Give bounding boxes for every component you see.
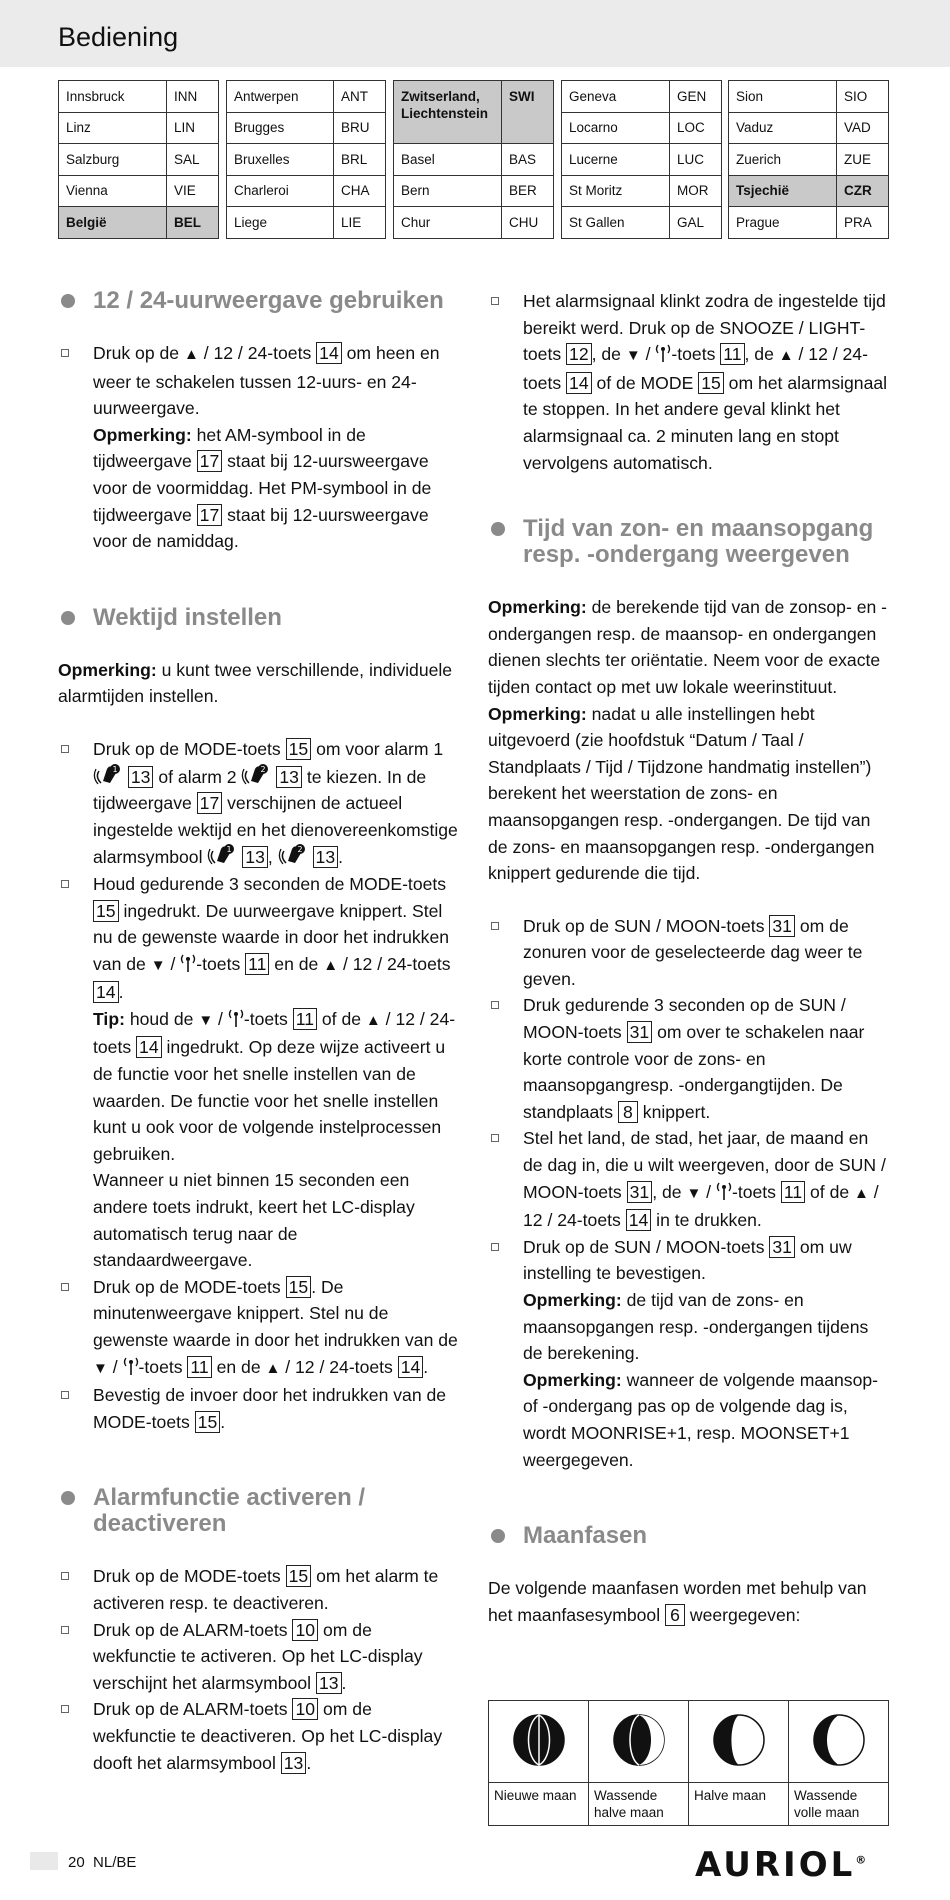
- city-table: [226, 80, 386, 239]
- city-name: Salzburg: [59, 144, 167, 176]
- table-row: [729, 112, 889, 144]
- list-item: Druk op de MODE-toets 15 om voor alarm 1 1 13 of alarm 2 2 13 te kiezen. In de tijdweergave 17 verschijnen de actueel ingestelde wektijd en het dienovereenkomstige alarmsymbool 1 13 , 2 13 .: [58, 736, 458, 871]
- checkbox-bullet-icon: [61, 1572, 69, 1580]
- antenna-icon: [228, 1008, 244, 1028]
- bullet-dot-icon: [61, 1491, 75, 1505]
- table-row: [59, 112, 219, 144]
- city-name: Bruxelles: [227, 144, 334, 176]
- checkbox-bullet-icon: [61, 1283, 69, 1291]
- city-code: ANT: [334, 81, 386, 113]
- antenna-icon: [123, 1356, 139, 1376]
- svg-text:2: 2: [297, 845, 303, 855]
- city-code: BAS: [502, 144, 554, 176]
- table-row: [227, 112, 386, 144]
- svg-text:2: 2: [260, 764, 267, 774]
- ref-number: 10: [292, 1698, 318, 1720]
- section-heading-wektijd: Wektijd instellen: [58, 605, 458, 631]
- city-table: [58, 80, 219, 239]
- moon-label: Nieuwe maan: [489, 1783, 589, 1826]
- table-row: [394, 175, 554, 207]
- section-heading-alarmfunctie: Alarmfunctie activeren / deactiveren: [58, 1485, 458, 1537]
- table-row: [729, 175, 889, 207]
- ref-number: 10: [292, 1619, 318, 1641]
- list-item: Druk op de ALARM-toets 10 om de wekfunctie te activeren. Op het LC-display verschijnt het alarmsymbool 13 .: [58, 1617, 458, 1697]
- city-code: CHA: [334, 175, 386, 207]
- city-table: [393, 80, 554, 239]
- ref-number: 15: [195, 1411, 221, 1433]
- city-code: LIN: [167, 112, 219, 144]
- ref-number: 14: [566, 372, 592, 394]
- city-name: Geneva: [562, 81, 670, 113]
- city-code: PRA: [837, 207, 889, 239]
- list-item: Druk op de SUN / MOON-toets 31 om de zonuren voor de geselecteerde dag weer te geven.: [488, 913, 888, 993]
- city-name: Vienna: [59, 175, 167, 207]
- section-heading-12-24: 12 / 24-uurweergave gebruiken: [58, 288, 458, 314]
- list-item: Druk op de ▲ / 12 / 24-toets 14 om heen en weer te schakelen tussen 12-uurs- en 24-uurweergave. Opmerking: het AM-symbool in de tijdweergave 17 staat bij 12-uursweergave voor de voormiddag. Het PM-symbool in de tijdweergave 17 staat bij 12-uursweergave voor de namiddag.: [58, 340, 458, 555]
- city-name: Brugges: [227, 112, 334, 144]
- waxing-crescent-icon: [611, 1712, 667, 1768]
- table-row: [59, 175, 219, 207]
- checkbox-bullet-icon: [491, 297, 499, 305]
- antenna-icon: [655, 343, 671, 363]
- ref-number: 14: [626, 1209, 652, 1231]
- page-header: [0, 0, 950, 67]
- city-code: MOR: [670, 175, 722, 207]
- alarm2-icon: [241, 763, 271, 787]
- table-row: [562, 175, 722, 207]
- new-moon-icon: [511, 1712, 567, 1768]
- up-triangle-icon: ▲: [265, 1359, 281, 1377]
- city-name: Lucerne: [562, 144, 670, 176]
- antenna-icon: [716, 1181, 732, 1201]
- city-name: Basel: [394, 144, 502, 176]
- ref-number: 15: [698, 372, 724, 394]
- city-name: Zuerich: [729, 144, 837, 176]
- table-row: [729, 81, 889, 113]
- ref-number: 14: [136, 1036, 162, 1058]
- ref-number: 11: [245, 953, 269, 975]
- right-column: [488, 288, 888, 1628]
- footer-marker: [30, 1852, 58, 1870]
- ref-number: 15: [286, 738, 312, 760]
- ref-number: 12: [566, 343, 592, 365]
- city-name: Liege: [227, 207, 334, 239]
- table-row: [394, 81, 554, 144]
- ref-number: 11: [720, 343, 744, 365]
- note-paragraph: Opmerking: nadat u alle instellingen hebt uitgevoerd (zie hoofdstuk “Datum / Taal / Standplaats / Tijd / Tijdzone handmatig instellen”) berekent het weerstation de zons- en maansopgangen resp. -ondergangen. De tijd van de zons- en maansopgangen resp. -ondergangen knippert gedurende die tijd.: [488, 703, 875, 884]
- ref-number: 6: [665, 1604, 685, 1626]
- checkbox-bullet-icon: [61, 1626, 69, 1634]
- moon-label: Halve maan: [689, 1783, 789, 1826]
- table-row: [227, 81, 386, 113]
- table-row: [562, 112, 722, 144]
- table-row: [729, 207, 889, 239]
- city-name: St Moritz: [562, 175, 670, 207]
- list-item: Druk op de MODE-toets 15 om het alarm te activeren resp. te deactiveren.: [58, 1563, 458, 1616]
- city-table: [728, 80, 889, 239]
- table-row: [562, 144, 722, 176]
- city-name: Antwerpen: [227, 81, 334, 113]
- city-code: LUC: [670, 144, 722, 176]
- ref-number: 17: [197, 792, 223, 814]
- section-heading-zon-maan: Tijd van zon- en maansopgang resp. -ondergang weergeven: [488, 516, 888, 568]
- ref-number: 11: [781, 1181, 805, 1203]
- half-moon-icon: [711, 1712, 767, 1768]
- city-name: Prague: [729, 207, 837, 239]
- checkbox-bullet-icon: [61, 880, 69, 888]
- ref-number: 31: [769, 1236, 795, 1258]
- list-item: Houd gedurende 3 seconden de MODE-toets 15 ingedrukt. De uurweergave knippert. Stel nu de gewenste waarde in door het indrukken van de ▼ / -toets 11 en de ▲ / 12 / 24-toets 14 . Tip: houd de ▼ / -toets 11 of de ▲ / 12 / 24-toets 14 ingedrukt. Op deze wijze activeert u de functie voor het snelle instellen van de waarden. De functie voor het snelle instellen kunt u ook voor de volgende instelprocessen gebruiken. Wanneer u niet binnen 15 seconden een andere toets indrukt, keert het LC-display automatisch terug naar de standaardweergave.: [58, 871, 458, 1274]
- table-row: [59, 81, 219, 113]
- left-column: [58, 288, 458, 1776]
- city-name: Zwitserland, Liechtenstein: [394, 81, 502, 144]
- note-paragraph: Opmerking: u kunt twee verschillende, individuele alarmtijden instellen.: [58, 659, 453, 707]
- city-code: CHU: [502, 207, 554, 239]
- new-moon-cell: [489, 1701, 589, 1783]
- city-code: SIO: [837, 81, 889, 113]
- checkbox-bullet-icon: [491, 922, 499, 930]
- city-code: BRU: [334, 112, 386, 144]
- ref-number: 13: [242, 846, 268, 868]
- ref-number: 13: [281, 1752, 307, 1774]
- waxing-gibbous-cell: [789, 1701, 889, 1783]
- city-code: GAL: [670, 207, 722, 239]
- ref-number: 13: [316, 1672, 342, 1694]
- list-item: Druk op de ALARM-toets 10 om de wekfunctie te deactiveren. Op het LC-display dooft het alarmsymbool 13 .: [58, 1696, 458, 1776]
- ref-number: 17: [197, 504, 223, 526]
- city-code: BRL: [334, 144, 386, 176]
- half-moon-cell: [689, 1701, 789, 1783]
- checkbox-bullet-icon: [491, 1243, 499, 1251]
- city-code: INN: [167, 81, 219, 113]
- ref-number: 13: [128, 766, 154, 788]
- table-row: [59, 207, 219, 239]
- ref-number: 15: [286, 1565, 312, 1587]
- city-name: Sion: [729, 81, 837, 113]
- down-triangle-icon: ▼: [150, 956, 166, 974]
- city-table: [561, 80, 722, 239]
- table-row: [59, 144, 219, 176]
- bullet-dot-icon: [491, 522, 505, 536]
- checkbox-bullet-icon: [61, 745, 69, 753]
- bullet-dot-icon: [491, 1529, 505, 1543]
- ref-number: 31: [769, 915, 795, 937]
- alarm2-icon: [278, 843, 308, 867]
- list-item: Druk op de SUN / MOON-toets 31 om uw instelling te bevestigen. Opmerking: de tijd van de zons- en maansopgangen resp. -ondergangen tijdens de berekening. Opmerking: wanneer de volgende maansop- of -ondergang pas op de volgende dag is, wordt MOONRISE+1, resp. MOONSET+1 weergegeven.: [488, 1234, 888, 1473]
- ref-number: 15: [93, 900, 119, 922]
- city-code: SWI: [502, 81, 554, 144]
- ref-number: 8: [618, 1101, 638, 1123]
- up-triangle-icon: ▲: [854, 1184, 869, 1202]
- moon-phase-table: [488, 1700, 889, 1826]
- city-code: BER: [502, 175, 554, 207]
- ref-number: 15: [286, 1276, 312, 1298]
- city-name: Linz: [59, 112, 167, 144]
- city-name: Chur: [394, 207, 502, 239]
- city-name: Vaduz: [729, 112, 837, 144]
- down-triangle-icon: ▼: [198, 1011, 214, 1029]
- checkbox-bullet-icon: [61, 1705, 69, 1713]
- alarm1-icon: [207, 843, 237, 867]
- list-item: Het alarmsignaal klinkt zodra de ingestelde tijd bereikt werd. Druk op de SNOOZE / LIGHT-toets 12 , de ▼ / -toets 11 , de ▲ / 12 / 24-toets 14 of de MODE 15 om het alarmsignaal te stoppen. In het andere geval klinkt het alarmsignaal ca. 2 minuten lang en stopt vervolgens automatisch.: [488, 288, 888, 476]
- page-title: Bediening: [58, 22, 179, 52]
- down-triangle-icon: ▼: [93, 1359, 108, 1377]
- moon-label: Wassende halve maan: [589, 1783, 689, 1826]
- up-triangle-icon: ▲: [778, 347, 794, 365]
- table-row: [562, 207, 722, 239]
- city-code: SAL: [167, 144, 219, 176]
- moon-label: Wassende volle maan: [789, 1783, 889, 1826]
- ref-number: 17: [197, 450, 223, 472]
- ref-number: 14: [93, 981, 119, 1003]
- table-row: [227, 207, 386, 239]
- table-row: [562, 81, 722, 113]
- city-code: VIE: [167, 175, 219, 207]
- list-item: Druk gedurende 3 seconden op de SUN / MOON-toets 31 om over te schakelen naar korte controle voor de zons- en maansopgangresp. -ondergangtijden. De standplaats 8 knippert.: [488, 992, 888, 1125]
- table-row: [729, 144, 889, 176]
- city-code: GEN: [670, 81, 722, 113]
- table-row: [227, 175, 386, 207]
- waxing-crescent-cell: [589, 1701, 689, 1783]
- city-name: Charleroi: [227, 175, 334, 207]
- up-triangle-icon: ▲: [323, 956, 339, 974]
- city-code: LOC: [670, 112, 722, 144]
- city-name: Locarno: [562, 112, 670, 144]
- city-code: BEL: [167, 207, 219, 239]
- list-item: Stel het land, de stad, het jaar, de maand en de dag in, die u wilt weergeven, door de SUN / MOON-toets 31 , de ▼ / -toets 11 of de ▲ / 12 / 24-toets 14 in te drukken.: [488, 1125, 888, 1233]
- table-row: [394, 207, 554, 239]
- ref-number: 31: [627, 1021, 653, 1043]
- ref-number: 13: [276, 766, 302, 788]
- city-name: Tsjechië: [729, 175, 837, 207]
- bullet-dot-icon: [61, 294, 75, 308]
- table-row: [394, 144, 554, 176]
- moon-intro: De volgende maanfasen worden met behulp van het maanfasesymbool 6 weergegeven:: [488, 1578, 867, 1625]
- checkbox-bullet-icon: [491, 1134, 499, 1142]
- city-name: St Gallen: [562, 207, 670, 239]
- city-code: CZR: [837, 175, 889, 207]
- antenna-icon: [180, 953, 196, 973]
- city-code: ZUE: [837, 144, 889, 176]
- city-name: Bern: [394, 175, 502, 207]
- checkbox-bullet-icon: [61, 349, 69, 357]
- bullet-dot-icon: [61, 611, 75, 625]
- note-paragraph: Opmerking: de berekende tijd van de zonsop- en -ondergangen resp. de maansop- en ondergangen dienen slechts ter oriëntatie. Neem voor de exacte tijden contact op met uw lokale weerinstituut.: [488, 597, 888, 697]
- table-row: [227, 144, 386, 176]
- svg-text:1: 1: [226, 845, 232, 855]
- checkbox-bullet-icon: [491, 1001, 499, 1009]
- section-heading-maanfasen: Maanfasen: [488, 1523, 888, 1549]
- down-triangle-icon: ▼: [625, 347, 641, 365]
- ref-number: 14: [398, 1356, 424, 1378]
- list-item: Bevestig de invoer door het indrukken van de MODE-toets 15 .: [58, 1382, 458, 1435]
- ref-number: 31: [627, 1181, 653, 1203]
- svg-text:1: 1: [112, 764, 118, 774]
- checkbox-bullet-icon: [61, 1391, 69, 1399]
- city-code: VAD: [837, 112, 889, 144]
- up-triangle-icon: ▲: [183, 346, 199, 363]
- city-name: Innsbruck: [59, 81, 167, 113]
- ref-number: 13: [313, 846, 339, 868]
- waxing-gibbous-icon: [811, 1712, 867, 1768]
- up-triangle-icon: ▲: [365, 1011, 381, 1029]
- alarm1-icon: [93, 763, 123, 787]
- down-triangle-icon: ▼: [686, 1184, 702, 1202]
- brand-logo: AURIOL®: [695, 1845, 867, 1885]
- list-item: Druk op de MODE-toets 15 . De minutenweergave knippert. Stel nu de gewenste waarde in door het indrukken van de ▼ / -toets 11 en de ▲ / 12 / 24-toets 14 .: [58, 1274, 458, 1382]
- city-code: LIE: [334, 207, 386, 239]
- ref-number: 11: [293, 1008, 317, 1030]
- ref-number: 14: [316, 342, 342, 364]
- city-name: België: [59, 207, 167, 239]
- page-number: 20 NL/BE: [68, 1854, 137, 1871]
- ref-number: 11: [187, 1356, 211, 1378]
